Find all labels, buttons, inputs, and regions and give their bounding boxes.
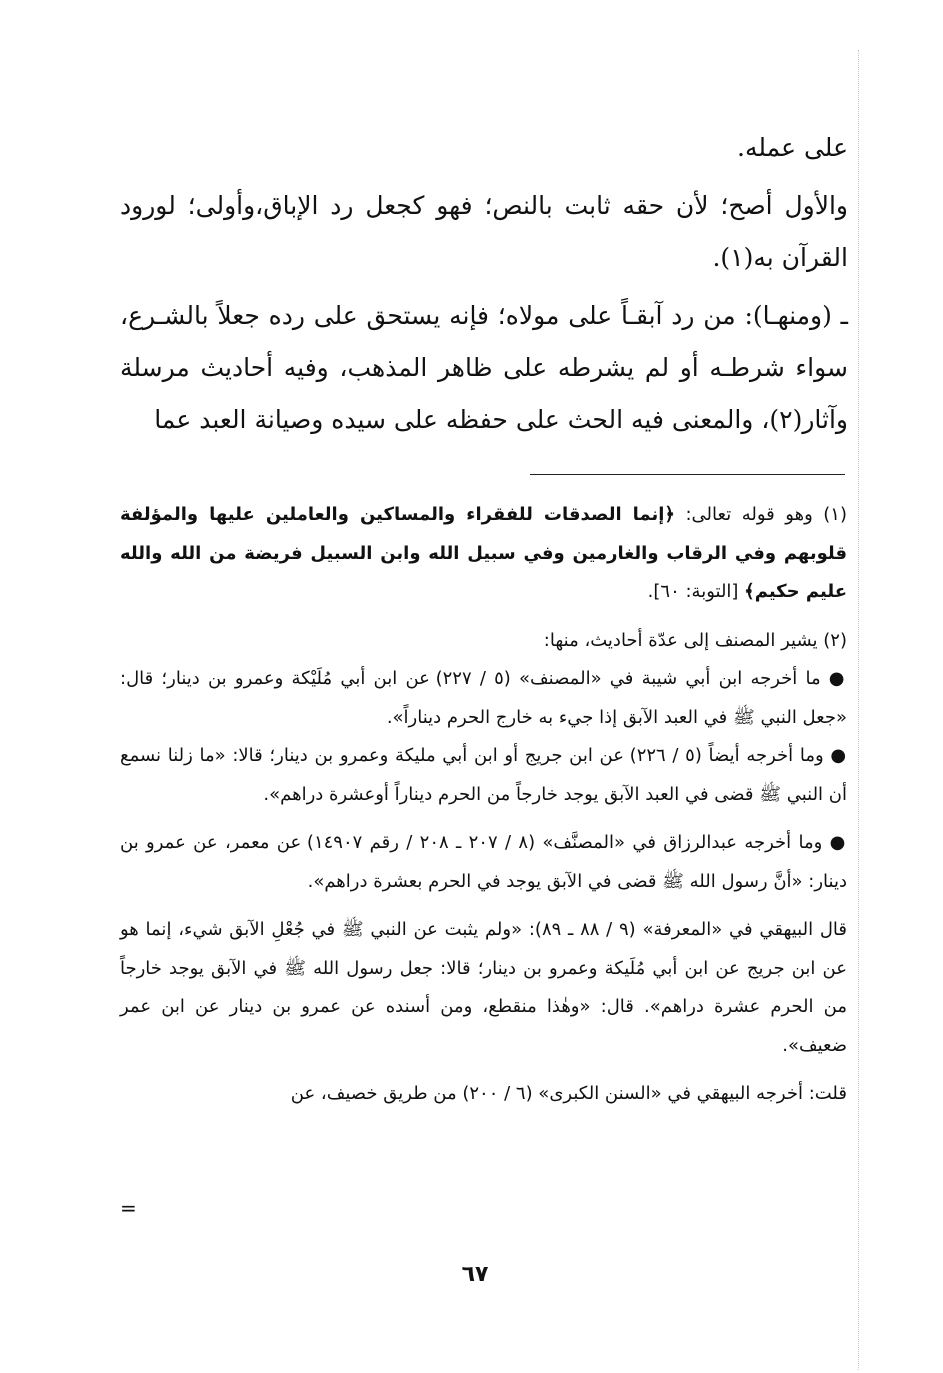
page-edge-line xyxy=(858,50,859,1370)
footnote-1-ref: [التوبة: ٦٠]. xyxy=(647,581,745,602)
footnote-separator xyxy=(530,474,845,475)
footnote-2-intro: (٢) يشير المصنف إلى عدّة أحاديث، منها: xyxy=(543,629,847,651)
footnote-1-verse: ﴿إنما الصدقات للفقراء والمساكين والعاملين عليها والمؤلفة قلوبهم وفي الرقاب والغارمين وفي سبيل الله وابن السبيل فريضة من الله والله عليم حكيم﴾ xyxy=(120,504,847,602)
main-paragraph-2: والأول أصح؛ لأن حقه ثابت بالنص؛ فهو كجعل رد الإباق،وأولى؛ لورود القرآن به(١). xyxy=(120,191,848,272)
footnote-2-item-3: ● وما أخرجه عبدالرزاق في «المصنَّف» (٨ / ٢٠٧ ـ ٢٠٨ / رقم ١٤٩٠٧) عن معمر، عن عمرو بن دينار: «أنَّ رسول الله ﷺ قضى في الآبق يوجد في الحرم بعشرة دراهم». xyxy=(120,832,847,892)
main-text xyxy=(120,122,848,446)
main-paragraph-3: ـ (ومنهـا): من رد آبقـاً على مولاه؛ فإنه يستحق على رده جعلاً بالشـرع، سواء شرطـه أو لم يشرطه على ظاهر المذهب، وفيه أحاديث مرسلة وآثار(٢)، والمعنى فيه الحث على حفظه على سيده وصيانة العبد عما xyxy=(120,301,848,434)
footnote-bayhaqi-quote: قال البيهقي في «المعرفة» (٩ / ٨٨ ـ ٨٩): «ولم يثبت عن النبي ﷺ في جُعْلِ الآبق شيء، إنما هو عن ابن جريج عن ابن أبي مُلَيكة وعمرو بن دينار؛ قالا: جعل رسول الله ﷺ في الآبق يوجد خارجاً من الحرم عشرة دراهم». قال: «وهٰذا منقطع، ومن أسنده عن عمرو بن دينار عن ابن عمر ضعيف». xyxy=(120,919,848,1056)
continuation-mark: = xyxy=(120,1196,137,1220)
footnote-1-lead: (١) وهو قوله تعالى: xyxy=(674,504,847,525)
page-number: ٦٧ xyxy=(461,1262,489,1287)
footnote-1 xyxy=(120,496,847,612)
footnote-2-item-2: ● وما أخرجه أيضاً (٥ / ٢٢٦) عن ابن جريج أو ابن أبي مليكة وعمرو بن دينار؛ قالا: «ما زلنا نسمع أن النبي ﷺ قضى في العبد الآبق يوجد خارجاً من الحرم ديناراً أوعشرة دراهم». xyxy=(120,745,848,805)
footnote-2-item-1: ● ما أخرجه ابن أبي شيبة في «المصنف» (٥ / ٢٢٧) عن ابن أبي مُلَيْكة وعمرو بن دينار؛ قال: «جعل النبي ﷺ في العبد الآبق إذا جيء به خارج الحرم ديناراً». xyxy=(120,668,847,728)
main-paragraph-1: على عمله. xyxy=(737,133,848,162)
footnote-qultu: قلت: أخرجه البيهقي في «السنن الكبرى» (٦ / ٢٠٠) من طريق خصيف، عن xyxy=(290,1083,847,1104)
footnotes xyxy=(120,496,847,1114)
